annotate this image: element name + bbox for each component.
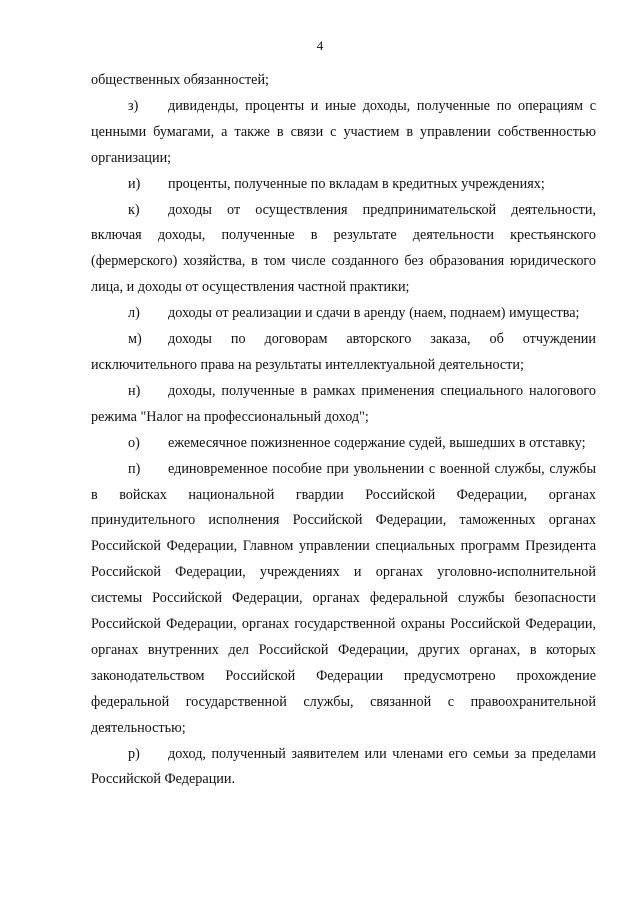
list-item-text: доходы от осуществления предпринимательской деятельности, включая доходы, полученные в результате деятельности крестьянского (фермерского) хозяйства, в том числе созданного без образования юридического лица, и доходы от осуществления частной практики;: [91, 201, 596, 296]
list-item-marker: н): [128, 382, 141, 399]
list-item-text: доходы от реализации и сдачи в аренду (наем, поднаем) имущества;: [168, 305, 580, 322]
list-item-text: ежемесячное пожизненное содержание судей, вышедших в отставку;: [168, 434, 586, 451]
document-body: [91, 68, 596, 793]
list-item-text: дивиденды, проценты и иные доходы, полученные по операциям с ценными бумагами, а также в связи с участием в управлении собственностью организации;: [91, 97, 596, 166]
list-item: [91, 742, 596, 794]
list-item: [91, 68, 596, 94]
list-item: [91, 94, 596, 172]
list-item: [91, 379, 596, 431]
list-item-marker: п): [128, 460, 141, 477]
list-item-text: доход, полученный заявителем или членами его семьи за пределами Российской Федерации.: [91, 745, 596, 788]
list-item: [91, 172, 596, 198]
list-item-marker: л): [128, 305, 140, 322]
list-item-marker: р): [128, 745, 140, 762]
list-item-text: проценты, полученные по вкладам в кредитных учреждениях;: [168, 175, 545, 192]
page-number: 4: [316, 38, 324, 53]
list-item-marker: о): [128, 434, 140, 451]
list-item: [91, 431, 596, 457]
list-item-marker: и): [128, 175, 141, 192]
list-item: [91, 327, 596, 379]
list-item-marker: м): [128, 331, 142, 348]
list-item-marker: з): [128, 97, 139, 114]
list-item-marker: к): [128, 201, 140, 218]
list-item-text: общественных обязанностей;: [91, 72, 270, 88]
list-item: [91, 301, 596, 327]
list-item-text: единовременное пособие при увольнении с военной службы, службы в войсках национальной гвардии Российской Федерации, органах принудительного исполнения Российской Федерации, таможенных органах Российской Федерации, Главном управлении специальных программ Президента Российской Федерации, учреждениях и органах уголовно-исполнительной системы Российской Федерации, органах федеральной службы безопасности Российской Федерации, органах государственной охраны Российской Федерации, органах внутренних дел Российской Федерации, других органах, в которых законодательством Российской Федерации предусмотрено прохождение федеральной государственной службы, связанной с правоохранительной деятельностью;: [91, 460, 596, 736]
list-item-text: доходы по договорам авторского заказа, об отчуждении исключительного права на результаты интеллектуальной деятельности;: [91, 331, 596, 373]
list-item-text: доходы, полученные в рамках применения специального налогового режима "Налог на профессиональный доход";: [91, 382, 596, 425]
list-item: [91, 198, 596, 302]
list-item: [91, 457, 596, 742]
